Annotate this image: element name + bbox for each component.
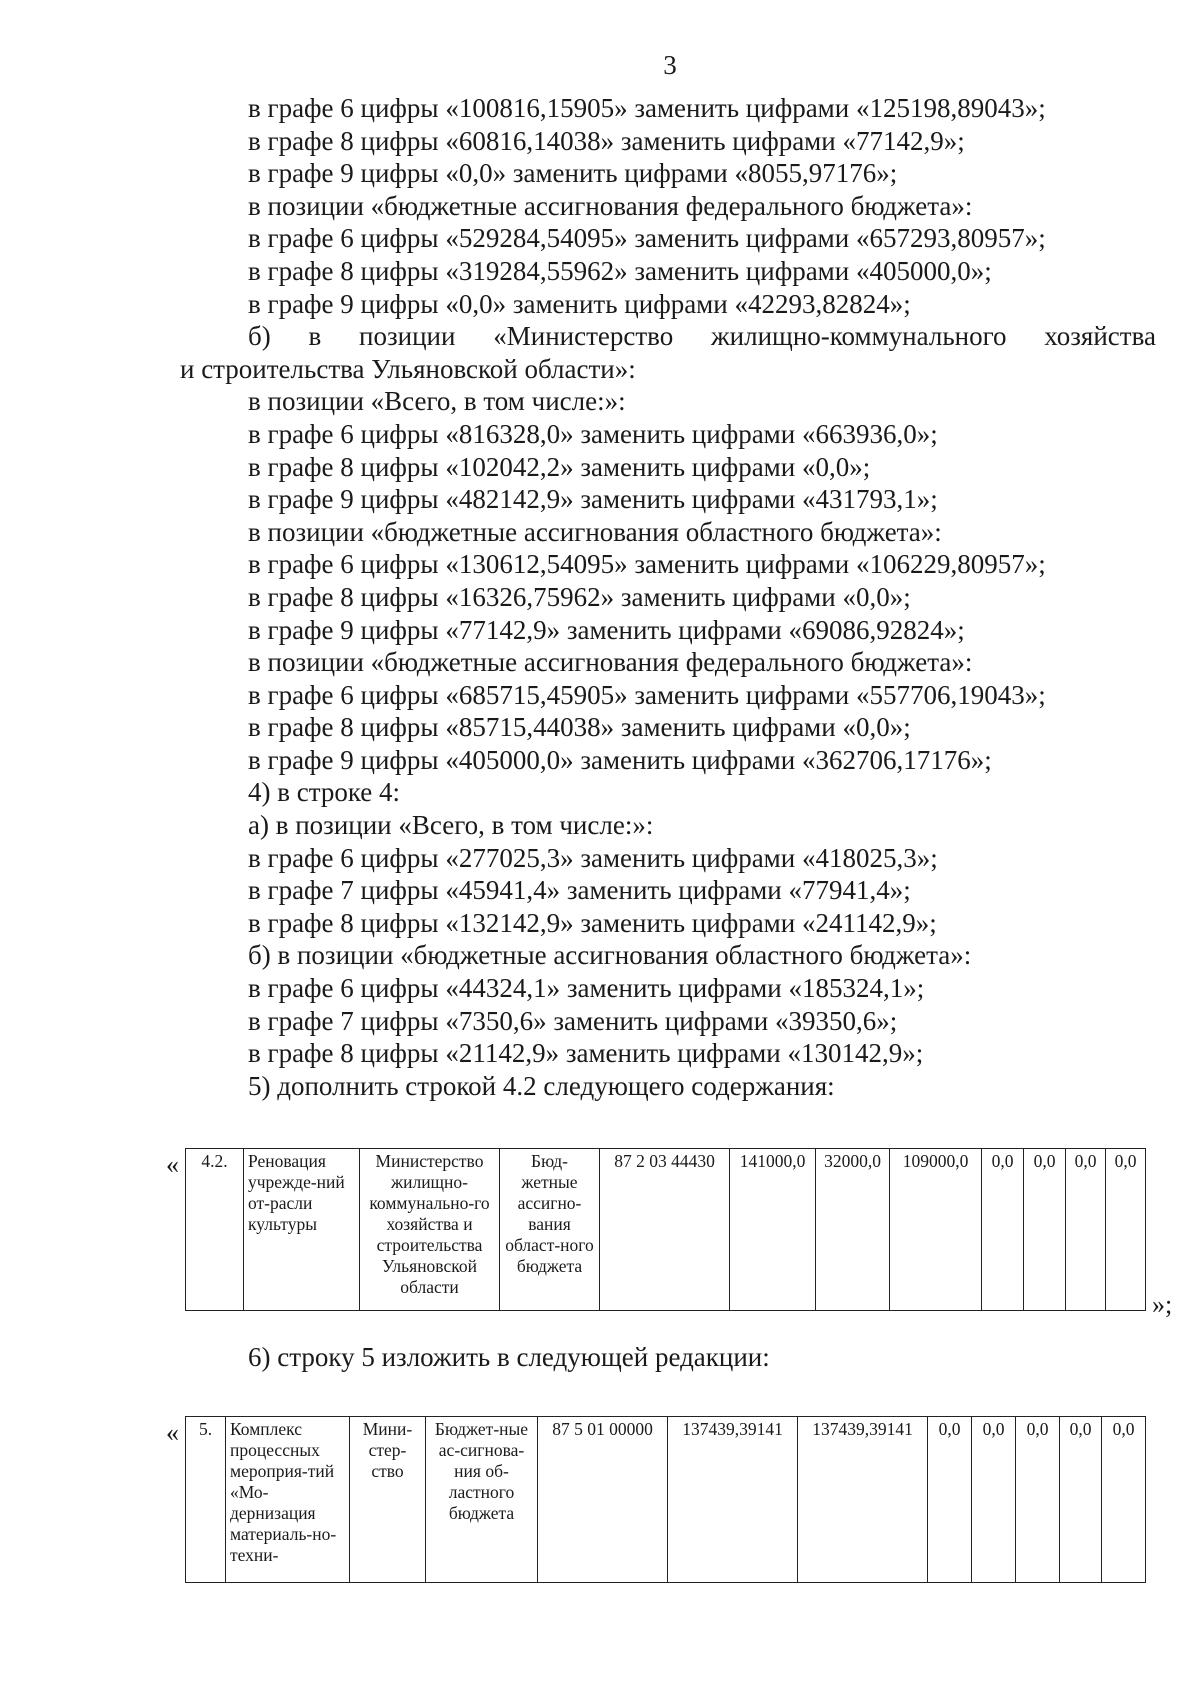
table-cell: 87 2 03 44430 — [600, 1149, 730, 1311]
table-cell: Бюджет-ные ас-сигнова-ния об-ластного бюджета — [426, 1417, 538, 1583]
word: б) — [248, 321, 271, 352]
table-row-4-2 — [185, 1148, 1146, 1311]
word: жилищно-коммунального — [711, 321, 1007, 352]
paragraph-line: в позиции «бюджетные ассигнования федерального бюджета»: — [248, 647, 973, 678]
paragraph-line: а) в позиции «Всего, в том числе:»: — [248, 810, 654, 841]
table-cell: 137439,39141 — [668, 1417, 798, 1583]
paragraph-line: в графе 9 цифры «0,0» заменить цифрами «42293,82824»; — [248, 288, 911, 319]
table-cell: Реновация учрежде-ний от-расли культуры — [244, 1149, 360, 1311]
table-cell: 0,0 — [1106, 1149, 1146, 1311]
table-cell: 0,0 — [928, 1417, 972, 1583]
table-cell: 87 5 01 00000 — [538, 1417, 668, 1583]
paragraph-line: в графе 8 цифры «21142,9» заменить цифрами «130142,9»; — [248, 1038, 924, 1069]
paragraph-line: в графе 8 цифры «102042,2» заменить цифрами «0,0»; — [248, 451, 871, 482]
table-row — [186, 1417, 1146, 1583]
paragraph-line: в графе 6 цифры «130612,54095» заменить цифрами «106229,80957»; — [248, 549, 1046, 580]
open-quote: « — [166, 1418, 179, 1447]
paragraph-line: в позиции «Всего, в том числе:»: — [248, 386, 626, 417]
table-cell: 0,0 — [1102, 1417, 1146, 1583]
paragraph-line: в графе 8 цифры «132142,9» заменить цифрами «241142,9»; — [248, 907, 937, 938]
table-cell: Мини-стер-ство — [350, 1417, 426, 1583]
table-cell: 0,0 — [1060, 1417, 1102, 1583]
table-cell: 0,0 — [1016, 1417, 1060, 1583]
paragraph-line: 5) дополнить строкой 4.2 следующего содержания: — [248, 1070, 835, 1101]
paragraph-line: в графе 8 цифры «60816,14038» заменить цифрами «77142,9»; — [248, 125, 965, 156]
paragraph-line: в графе 9 цифры «405000,0» заменить цифрами «362706,17176»; — [248, 744, 992, 775]
word: в — [308, 321, 322, 352]
paragraph-line: в позиции «бюджетные ассигнования федерального бюджета»: — [248, 190, 973, 221]
open-quote: « — [166, 1150, 179, 1179]
word: позиции — [359, 321, 456, 352]
table-row — [186, 1149, 1146, 1311]
paragraph-line: в графе 8 цифры «319284,55962» заменить цифрами «405000,0»; — [248, 255, 992, 286]
table-cell: 4.2. — [186, 1149, 244, 1311]
table-cell: 0,0 — [982, 1149, 1024, 1311]
paragraph-line-justified — [0, 320, 1200, 353]
paragraph-line: б) в позиции «бюджетные ассигнования областного бюджета»: — [248, 940, 972, 971]
paragraph-line: в графе 9 цифры «77142,9» заменить цифрами «69086,92824»; — [248, 614, 965, 645]
paragraph-line: в графе 6 цифры «100816,15905» заменить цифрами «125198,89043»; — [248, 93, 1046, 123]
table-row-5 — [185, 1416, 1146, 1583]
paragraph-line: в графе 6 цифры «277025,3» заменить цифрами «418025,3»; — [248, 842, 938, 873]
table-cell: Министерство жилищно-коммунально-го хозяйства и строительства Ульяновской области — [360, 1149, 500, 1311]
close-quote: »; — [1152, 1290, 1173, 1319]
paragraph-line: в графе 7 цифры «45941,4» заменить цифрами «77941,4»; — [248, 875, 911, 906]
table-cell: 0,0 — [1066, 1149, 1106, 1311]
table-cell: 5. — [186, 1417, 226, 1583]
table-cell: 0,0 — [972, 1417, 1016, 1583]
paragraph-line: в графе 8 цифры «16326,75962» заменить цифрами «0,0»; — [248, 581, 911, 612]
paragraph-line: 4) в строке 4: — [248, 777, 401, 808]
paragraph-line: в графе 9 цифры «0,0» заменить цифрами «8055,97176»; — [248, 158, 898, 189]
paragraph-line: в графе 6 цифры «816328,0» заменить цифрами «663936,0»; — [248, 418, 938, 449]
paragraph-line: в графе 7 цифры «7350,6» заменить цифрами «39350,6»; — [248, 1005, 898, 1036]
paragraph-line: в графе 9 цифры «482142,9» заменить цифрами «431793,1»; — [248, 484, 938, 515]
page-number: 3 — [663, 50, 677, 80]
paragraph-line: в графе 6 цифры «685715,45905» заменить цифрами «557706,19043»; — [248, 679, 1046, 710]
word: «Министерство — [493, 321, 674, 352]
paragraph-line: в графе 8 цифры «85715,44038» заменить цифрами «0,0»; — [248, 712, 911, 743]
paragraph-line: и строительства Ульяновской области»: — [180, 353, 636, 384]
table-cell: 0,0 — [1024, 1149, 1066, 1311]
table-cell: 141000,0 — [730, 1149, 816, 1311]
paragraph-line: в графе 6 цифры «44324,1» заменить цифрами «185324,1»; — [248, 973, 925, 1004]
paragraph-line: в позиции «бюджетные ассигнования областного бюджета»: — [248, 516, 942, 547]
table-cell: Бюд-жетные ассигно-вания област-ного бюджета — [500, 1149, 600, 1311]
paragraph-line: в графе 6 цифры «529284,54095» заменить цифрами «657293,80957»; — [248, 223, 1046, 254]
document-body — [0, 92, 1200, 1102]
table-cell: 32000,0 — [816, 1149, 890, 1311]
table-cell: Комплекс процессных мероприя-тий «Мо-дернизация материаль-но-техни- — [226, 1417, 350, 1583]
word: хозяйства — [1044, 321, 1156, 352]
paragraph-line: 6) строку 5 изложить в следующей редакции: — [248, 1342, 770, 1372]
table-cell: 137439,39141 — [798, 1417, 928, 1583]
table-cell: 109000,0 — [890, 1149, 982, 1311]
